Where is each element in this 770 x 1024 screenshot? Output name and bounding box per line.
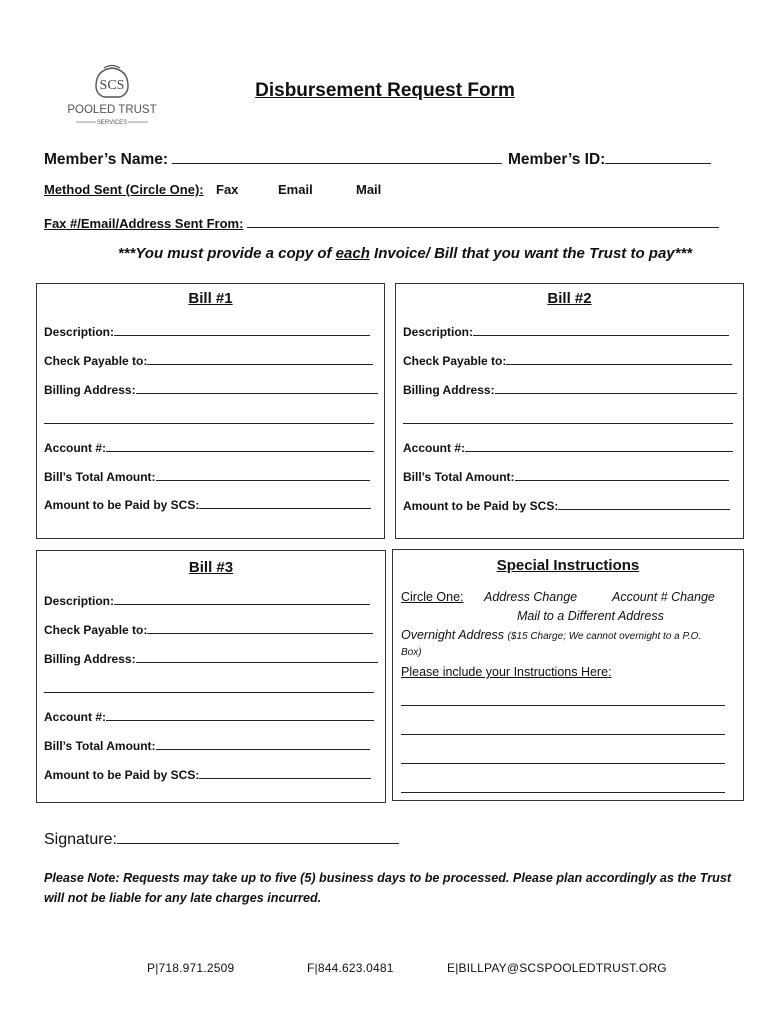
total-field[interactable] xyxy=(156,738,370,750)
method-label: Method Sent (Circle One): xyxy=(44,182,204,197)
amount-paid-field[interactable] xyxy=(199,497,371,509)
option-mail-different[interactable]: Mail to a Different Address xyxy=(517,609,664,623)
signature-label: Signature: xyxy=(44,831,117,848)
bill-1-box xyxy=(36,283,385,539)
contact-fax: F|844.623.0481 xyxy=(307,961,394,975)
option-account-change[interactable]: Account # Change xyxy=(612,590,715,604)
billing-address-line2[interactable] xyxy=(44,681,374,693)
billing-address-line2[interactable] xyxy=(44,412,374,424)
description-label: Description: xyxy=(44,325,115,339)
instructions-line-1[interactable] xyxy=(401,705,725,706)
option-address-change[interactable]: Address Change xyxy=(484,590,578,604)
total-label: Bill’s Total Amount: xyxy=(44,739,156,753)
processing-note: Please Note: Requests may take up to five (5) business days to be processed. Please plan accordingly as the Trust will not be liable for any late charges incurred. xyxy=(44,871,732,905)
sent-from-label: Fax #/Email/Address Sent From: xyxy=(44,216,244,231)
billing-address-label: Billing Address: xyxy=(44,383,136,397)
bill-1-title: Bill #1 xyxy=(188,290,233,307)
notice-each: each xyxy=(335,245,370,262)
member-id-row xyxy=(508,150,711,169)
check-payable-field[interactable] xyxy=(147,622,373,634)
method-option-fax[interactable]: Fax xyxy=(216,182,239,197)
bill-2-title: Bill #2 xyxy=(547,290,592,307)
sent-from-row xyxy=(44,214,719,231)
account-label: Account #: xyxy=(44,441,107,455)
instructions-line-4[interactable] xyxy=(401,792,725,793)
description-label: Description: xyxy=(44,594,115,608)
account-label: Account #: xyxy=(44,710,107,724)
signature-field[interactable] xyxy=(117,828,399,844)
signature-row xyxy=(44,828,399,849)
description-label: Description: xyxy=(403,325,474,339)
check-payable-field[interactable] xyxy=(147,353,373,365)
logo-monogram: SCS xyxy=(99,78,125,93)
overnight-note: ($15 Charge; We cannot overnight to a P.O. xyxy=(507,631,702,642)
instructions-line-3[interactable] xyxy=(401,763,725,764)
amount-paid-label: Amount to be Paid by SCS: xyxy=(44,498,200,512)
member-id-label: Member’s ID: xyxy=(508,151,606,168)
circle-one-label: Circle One: xyxy=(401,590,464,604)
bill-3-box xyxy=(36,550,386,803)
total-field[interactable] xyxy=(515,469,729,481)
billing-address-label: Billing Address: xyxy=(44,652,136,666)
total-label: Bill’s Total Amount: xyxy=(403,470,515,484)
form-title: Disbursement Request Form xyxy=(255,80,515,101)
instructions-line-2[interactable] xyxy=(401,734,725,735)
account-label: Account #: xyxy=(403,441,466,455)
billing-address-field[interactable] xyxy=(495,382,737,394)
contact-email: E|BILLPAY@SCSPOOLEDTRUST.ORG xyxy=(447,961,667,975)
total-label: Bill’s Total Amount: xyxy=(44,470,156,484)
billing-address-label: Billing Address: xyxy=(403,383,495,397)
account-field[interactable] xyxy=(106,440,374,452)
amount-paid-label: Amount to be Paid by SCS: xyxy=(403,499,559,513)
check-payable-field[interactable] xyxy=(506,353,732,365)
method-option-mail[interactable]: Mail xyxy=(356,182,382,197)
member-name-label: Member’s Name: xyxy=(44,151,169,168)
bill-2-box xyxy=(395,283,744,539)
amount-paid-label: Amount to be Paid by SCS: xyxy=(44,768,200,782)
sent-from-field[interactable] xyxy=(247,214,719,228)
amount-paid-field[interactable] xyxy=(558,498,730,510)
total-field[interactable] xyxy=(156,469,370,481)
include-instructions-label: Please include your Instructions Here: xyxy=(401,665,612,679)
notice-post: Invoice/ Bill that you want the Trust to pay*** xyxy=(369,245,693,262)
check-payable-label: Check Payable to: xyxy=(403,354,507,368)
notice-pre: ***You must provide a copy of xyxy=(117,245,336,262)
member-id-field[interactable] xyxy=(605,150,711,164)
account-field[interactable] xyxy=(465,440,733,452)
logo-line2: SERVICES xyxy=(96,120,128,126)
method-option-email[interactable]: Email xyxy=(278,182,313,197)
overnight-note-2: Box) xyxy=(401,647,422,658)
account-field[interactable] xyxy=(106,709,374,721)
billing-address-field[interactable] xyxy=(136,382,378,394)
amount-paid-field[interactable] xyxy=(199,767,371,779)
member-name-field[interactable] xyxy=(172,150,502,164)
billing-address-field[interactable] xyxy=(136,651,378,663)
description-field[interactable] xyxy=(473,324,729,336)
check-payable-label: Check Payable to: xyxy=(44,354,148,368)
check-payable-label: Check Payable to: xyxy=(44,623,148,637)
member-name-row xyxy=(44,150,502,169)
billing-address-line2[interactable] xyxy=(403,412,733,424)
special-title: Special Instructions xyxy=(496,557,640,574)
special-instructions-box xyxy=(392,549,744,801)
logo-line1: POOLED TRUST xyxy=(67,104,157,116)
contact-phone: P|718.971.2509 xyxy=(147,961,235,975)
bill-3-title: Bill #3 xyxy=(188,559,234,576)
description-field[interactable] xyxy=(114,593,370,605)
description-field[interactable] xyxy=(114,324,370,336)
option-overnight[interactable]: Overnight Address xyxy=(401,628,505,642)
invoice-notice xyxy=(0,245,770,262)
